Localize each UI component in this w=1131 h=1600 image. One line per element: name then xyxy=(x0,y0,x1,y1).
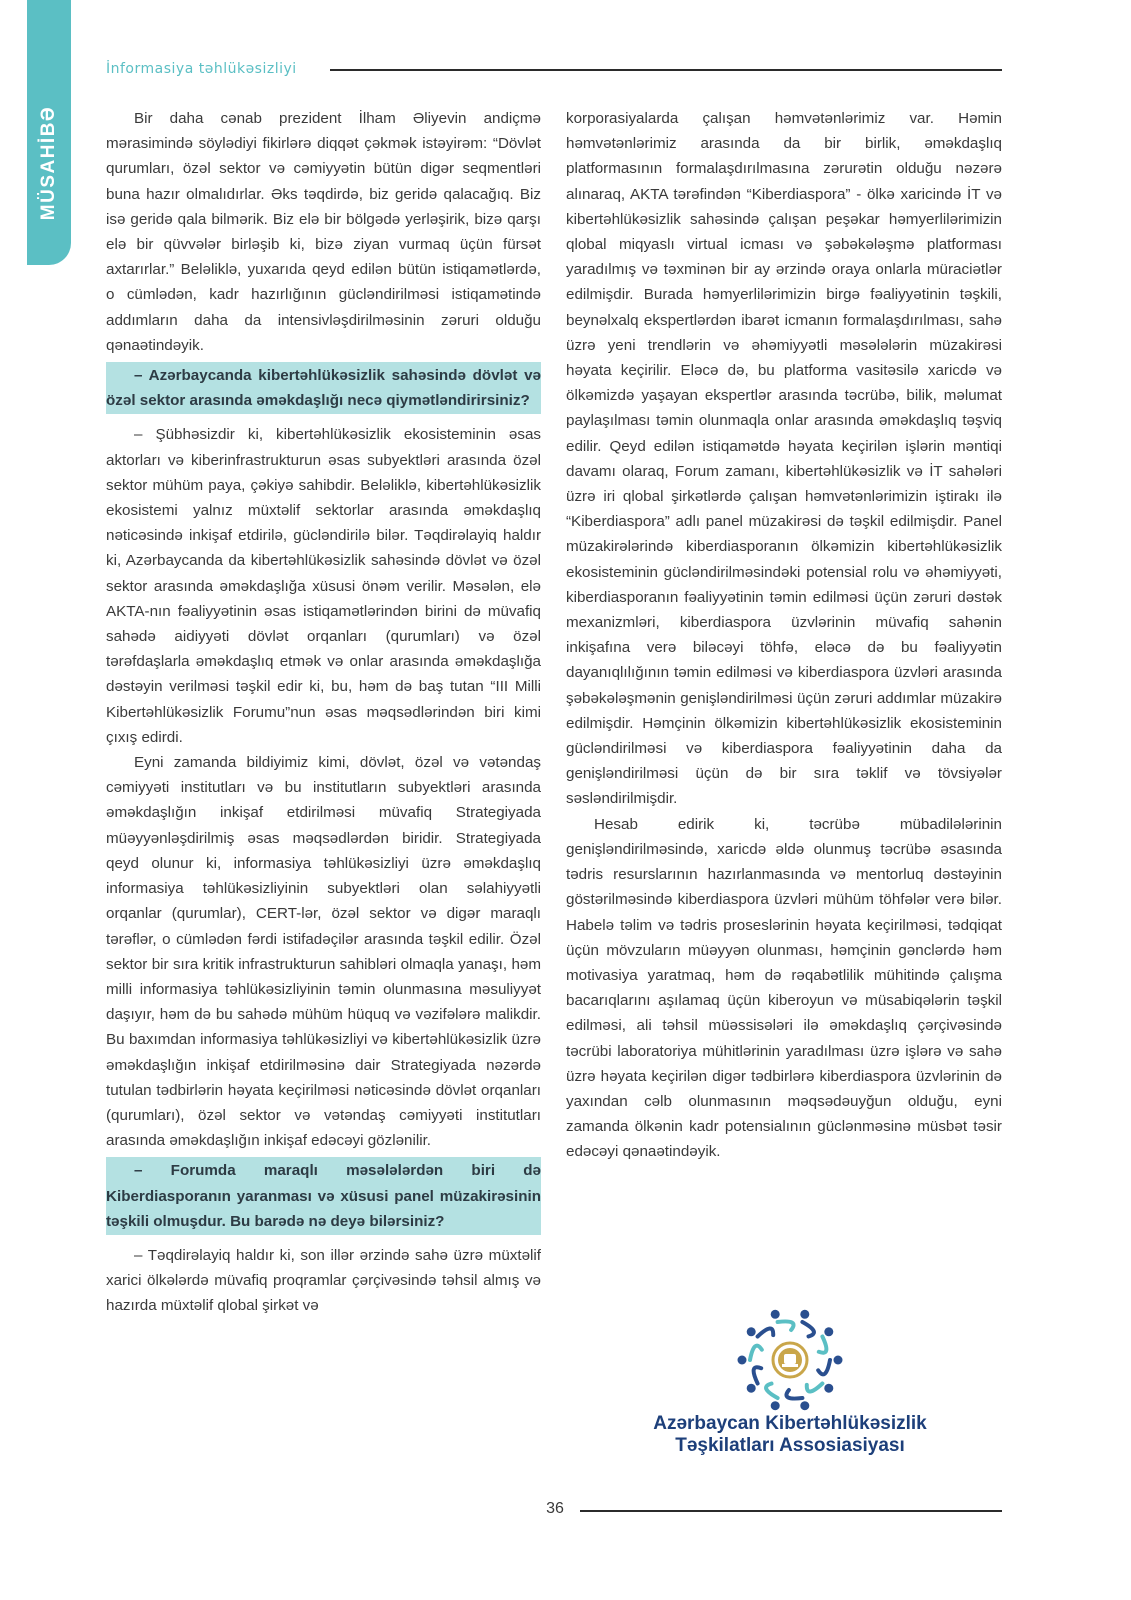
logo-figure-head xyxy=(771,1310,780,1319)
paragraph: Eyni zamanda bildiyimiz kimi, dövlət, özəl və vətəndaş cəmiyyəti institutları və bu institutların subyektləri arasında əməkdaşlığın inkişaf etdirilməsi müvafiq Strategiyada müəyyənləşdirilmiş əsas məqsədlərdən biridir. Strategiyada qeyd olunur ki, informasiya təhlükəsizliyi üzrə əməkdaşlıq informasiya təhlükəsizliyinin subyektləri olan səlahiyyətli orqanlar (qurumlar), CERT-lər, özəl sektor və digər maraqlı tərəflər, o cümlədən fərdi istifadəçilər arasında təşkil edilir. Özəl sektor bir sıra kritik infrastrukturun sahibləri olmaqla yanaşı, həm milli informasiya təhlükəsizliyinin təmin olunmasına məsuliyyət daşıyır, həm də bu sahədə mühüm hüquq və vəzifələrə malikdir. Bu baxımdan informasiya təhlükəsizliyi və kibertəhlükəsizlik üzrə əməkdaşlığın inkişaf etdirilməsinə dair Strategiyada nəzərdə tutulan tədbirlərin həyata keçirilməsi nəticəsində dövlət orqanları (qurumları), özəl sektor və vətəndaş cəmiyyəti institutları arasında əməkdaşlığın inkişaf edəcəyi gözlənilir. xyxy=(106,754,541,1150)
section-tab-label: MÜSAHİBƏ xyxy=(38,105,59,221)
logo-name xyxy=(600,1413,980,1457)
logo-figure-head xyxy=(747,1327,756,1336)
logo-figure-body xyxy=(766,1384,778,1398)
logo-figure-body xyxy=(750,1346,762,1360)
right-column xyxy=(566,106,1002,1165)
logo-figure-body xyxy=(802,1322,814,1336)
interview-question xyxy=(106,1157,541,1235)
left-column xyxy=(106,106,541,1319)
logo-figure-body xyxy=(786,1390,802,1399)
question-text: – Azərbaycanda kibertəhlükəsizlik sahəsində dövlət və özəl sektor arasında əməkdaşlığı necə qiymətləndirirsiniz? xyxy=(106,367,541,410)
paragraph: – Şübhəsizdir ki, kibertəhlükəsizlik ekosisteminin əsas aktorları və kiberinfrastrukturun əsas subyektləri arasında özəl sektor mühüm paya, çəkiyə sahibdir. Beləliklə, kibertəhlükəsizlik ekosistemi yalnız müxtəlif sektorlar arasında əməkdaşlıq nəticəsində inkişaf etdirilə, gücləndirilə bilər. Təqdirəlayiq haldır ki, Azərbaycanda da kibertəhlükəsizlik sahəsində dövlət və özəl sektor arasında əməkdaşlığa xüsusi önəm verilir. Məsələn, elə AKTA-nın fəaliyyətinin əsas istiqamətlərindən birini də müvafiq sahədə aidiyyəti dövlət orqanları (qurumları) və özəl tərəfdaşlarla əməkdaşlıq etmək və onlar arasında əməkdaşlığa dəstəyin verilməsi təşkil edir ki, bu, həm də baş tutan “III Milli Kibertəhlükəsizlik Forumu”nun əsas məqsədlərindən biri kimi çıxış edirdi. xyxy=(106,426,541,746)
paragraph: Bir daha cənab prezident İlham Əliyevin andiçmə mərasimində söylədiyi fikirlərə diqqət çəkmək istəyirəm: “Dövlət qurumları, özəl sektor və cəmiyyətin bütün digər seqmentləri buna hazır olmalıdırlar. Əks təqdirdə, biz geridə qalacağıq. Biz isə geridə qala bilmərik. Biz elə bir bölgədə yerləşirik, bizə qarşı elə bir qüvvələr birləşib ki, bizə ziyan vurmaq üçün fürsət axtarırlar.” Beləliklə, yuxarıda qeyd edilən bütün istiqamətlərdə, o cümlədən, kadr hazırlığının gücləndirilməsi istiqamətində addımların daha da intensivləşdirilməsinin zəruri olduğu qənaətindəyik. xyxy=(106,110,541,354)
question-text: – Forumda maraqlı məsələlərdən biri də Kiberdiasporanın yaranması və xüsusi panel müzakirəsinin təşkili olmuşdur. Bu barədə nə deyə bilərsiniz? xyxy=(106,1162,541,1230)
logo-figure-body xyxy=(754,1367,762,1383)
paragraph: – Təqdirəlayiq haldır ki, son illər ərzində sahə üzrə müxtəlif xarici ölkələrdə müvafiq proqramlar çərçivəsində təhsil almış və hazırda müxtəlif qlobal şirkət və xyxy=(106,1246,541,1315)
logo-figure-body xyxy=(819,1337,827,1353)
paragraph: korporasiyalarda çalışan həmvətənlərimiz var. Həmin həmvətənlərimiz arasında da bir birlik, əməkdaşlıq platformasının formalaşdırılmasına zərurətin olduğu nəzərə alınaraq, AKTA tərəfindən “Kiberdiaspora” - ölkə xaricində İT və kibertəhlükəsizlik sahəsində çalışan peşəkar həmyerlilərimizin qlobal miqyaslı virtual icması və şəbəkələşmə platforması yaradılmış və təxminən bir ay ərzində oraya onlarla müraciətlər edilmişdir. Burada həmyerlilərimizin birgə fəaliyyətinin təşkili, beynəlxalq ekspertlərdən ibarət icmanın formalaşdırılması, sahə üzrə yeni trendlərin və əhəmiyyətli məsələlərin müzakirəsi həyata keçirilir. Eləcə də, bu platforma vasitəsilə xaricdə və ölkəmizdə yaşayan ekspertlər arasında təcrübə, bilik, məlumat paylaşılması təmin olunmaqla onlar arasında əməkdaşlıq təşviq edilir. Qeyd edilən istiqamətdə həyata keçirilən işlərin məntiqi davamı olaraq, Forum zamanı, kibertəhlükəsizlik və İT sahələri üzrə iri qlobal şirkətlərdə çalışan həmvətənlərimizin iştirakı ilə “Kiberdiaspora” adlı panel müzakirəsi də təşkil edilmişdir. Panel müzakirələrində kiberdiasporanın ölkəmizin kibertəhlükəsizlik ekosisteminin gücləndirilməsindəki potensial rolu və əhəmiyyəti, kiberdiasporanın fəaliyyətinin təmin edilməsi üçün zəruri dəstək mexanizmləri, kiberdiaspora üzvlərinin müvafiq sahənin inkişafına verə biləcəyi töhfə, eləcə də bu fəaliyyətin dayanıqlılığının təmin edilməsi və kiberdiaspora üzvləri arasında şəbəkələşmənin genişləndirilməsi üçün zəruri addımlar müzakirə edilmişdir. Həmçinin ölkəmizin kibertəhlükəsizlik ekosisteminin gücləndirilməsi və kiberdiaspora fəaliyyətinin daha da genişləndirilməsi üçün də bir sıra təklif və tövsiyələr səsləndirilmişdir. xyxy=(566,110,1002,808)
logo-figure-body xyxy=(758,1328,774,1336)
logo-name-line2: Təşkilatları Assosiasiyası xyxy=(675,1435,905,1456)
logo-figure-body xyxy=(807,1384,823,1392)
footer-rule xyxy=(580,1510,1002,1512)
logo-figure-body xyxy=(778,1321,794,1330)
paragraph: Hesab edirik ki, təcrübə mübadilələrinin genişləndirilməsində, xaricdə əldə olunmuş təcrübə əsasında tədris resurslarının hazırlanmasında və mentorluq dəstəyinin göstərilməsində kiberdiaspora üzvləri mühüm töhfələr verə bilər. Habelə təlim və tədris proseslərinin həyata keçirilməsi, tədqiqat üçün mövzuların müəyyən olunması, həmçinin gənclərdə həm motivasiya yaratmaq, həm də rəqabətlilik mühitində çalışma bacarıqlarını aşılamaq üçün kiberoyun və müsabiqələrin təşkil edilməsi, ali təhsil müəssisələri ilə əməkdaşlıq çərçivəsində təcrübi laboratoriya mühitlərinin yaradılması üzrə işlərə və sahə üzrə həyata keçirilən digər tədbirlərə kiberdiaspora üzvlərinin də yaxından cəlb olunmasının məqsədəuyğun olduğu, eyni zamanda ölkənin kadr potensialının güclənməsinə müsbət təsir edəcəyi qənaətindəyik. xyxy=(566,815,1002,1161)
logo-name-line1: Azərbaycan Kibertəhlükəsizlik xyxy=(653,1413,927,1434)
logo-figure-head xyxy=(824,1327,833,1336)
logo-figure-head xyxy=(800,1401,809,1410)
logo-figure-head xyxy=(771,1401,780,1410)
interview-question xyxy=(106,362,541,414)
section-tab-label-wrap xyxy=(27,88,71,238)
logo-figure-head xyxy=(800,1310,809,1319)
page-number: 36 xyxy=(546,1500,564,1517)
logo-figure-head xyxy=(747,1384,756,1393)
akta-emblem-icon xyxy=(720,1295,860,1425)
logo-figure-head xyxy=(834,1356,843,1365)
logo-figure-head xyxy=(738,1356,747,1365)
header-rule xyxy=(330,69,1002,71)
logo-figure-head xyxy=(824,1384,833,1393)
running-header-title: İnformasiya təhlükəsizliyi xyxy=(106,61,297,77)
logo-figure-body xyxy=(818,1360,830,1374)
